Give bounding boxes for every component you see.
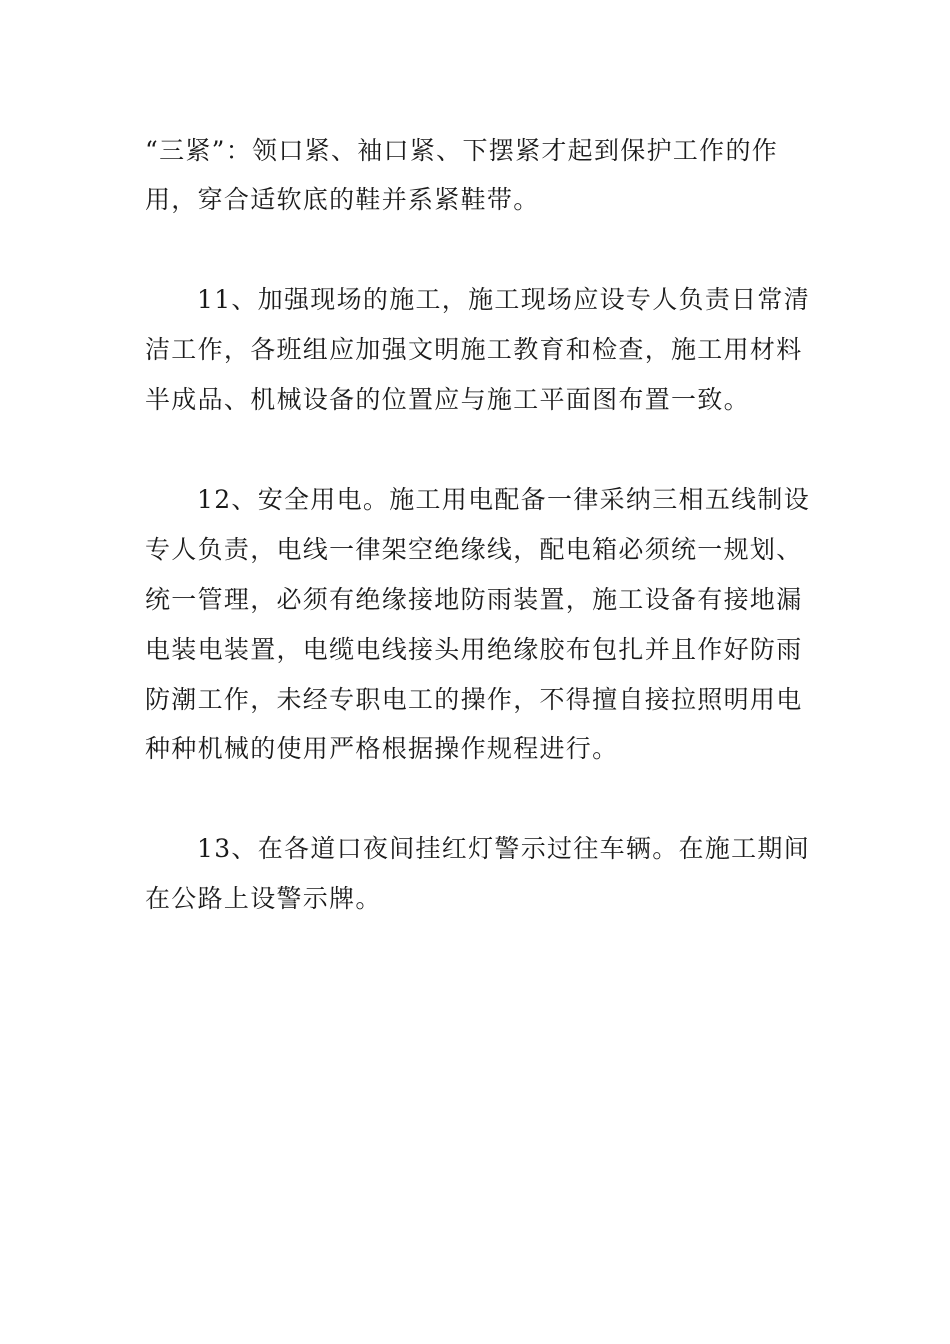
- text-line: 洁工作，各班组应加强文明施工教育和检查，施工用材料: [145, 335, 803, 364]
- text-line: 13、在各道口夜间挂红灯警示过往车辆。在施工期间: [197, 834, 811, 863]
- text-line: 统一管理，必须有绝缘接地防雨装置，施工设备有接地漏: [145, 585, 803, 614]
- text-line: “三紧”：领口紧、袖口紧、下摆紧才起到保护工作的作: [145, 136, 779, 165]
- text-line: 半成品、机械设备的位置应与施工平面图布置一致。: [145, 385, 750, 414]
- text-line: 专人负责，电线一律架空绝缘线，配电箱必须统一规划、: [145, 535, 803, 564]
- text-line: 电装电装置，电缆电线接头用绝缘胶布包扎并且作好防雨: [145, 635, 803, 664]
- text-line: 12、安全用电。施工用电配备一律采纳三相五线制设: [197, 485, 811, 514]
- text-line: 种种机械的使用严格根据操作规程进行。: [145, 734, 619, 763]
- text-line: 在公路上设警示牌。: [145, 884, 382, 913]
- text-line: 用，穿合适软底的鞋并系紧鞋带。: [145, 185, 540, 214]
- text-line: 防潮工作，未经专职电工的操作，不得擅自接拉照明用电: [145, 685, 803, 714]
- text-line: 11、加强现场的施工，施工现场应设专人负责日常清: [197, 285, 811, 314]
